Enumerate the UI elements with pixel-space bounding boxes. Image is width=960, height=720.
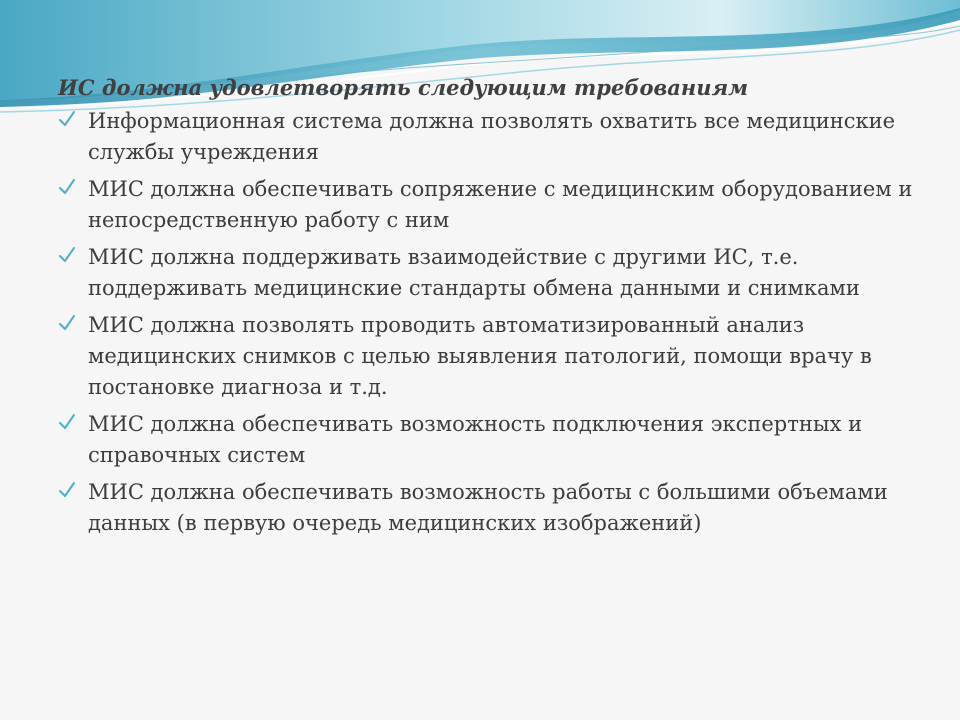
checkmark-icon bbox=[58, 246, 76, 264]
list-item-text: МИС должна позволять проводить автоматизированный анализ медицинских снимков с целью выявления патологий, помощи врачу в постановке диагноза и т.д. bbox=[88, 313, 872, 399]
list-item bbox=[58, 310, 928, 403]
list-item-text: МИС должна обеспечивать возможность подключения экспертных и справочных систем bbox=[88, 412, 863, 467]
list-item-text: МИС должна обеспечивать возможность работы с большими объемами данных (в первую очередь медицинских изображений) bbox=[88, 480, 888, 535]
list-item bbox=[58, 242, 928, 304]
checkmark-icon bbox=[58, 481, 76, 499]
checkmark-icon bbox=[58, 178, 76, 196]
checkmark-icon bbox=[58, 314, 76, 332]
list-item bbox=[58, 409, 928, 471]
list-item bbox=[58, 174, 928, 236]
list-item-text: МИС должна поддерживать взаимодействие с другими ИС, т.е. поддерживать медицинские стандарты обмена данными и снимками bbox=[88, 245, 860, 300]
content-area bbox=[58, 74, 928, 545]
requirements-list bbox=[58, 106, 928, 539]
list-item bbox=[58, 106, 928, 168]
list-item bbox=[58, 477, 928, 539]
checkmark-icon bbox=[58, 413, 76, 431]
list-item-text: Информационная система должна позволять охватить все медицинские службы учреждения bbox=[88, 109, 896, 164]
checkmark-icon bbox=[58, 110, 76, 128]
list-item-text: МИС должна обеспечивать сопряжение с медицинским оборудованием и непосредственную работу с ним bbox=[88, 177, 913, 232]
slide-heading: ИС должна удовлетворять следующим требованиям bbox=[58, 75, 749, 100]
